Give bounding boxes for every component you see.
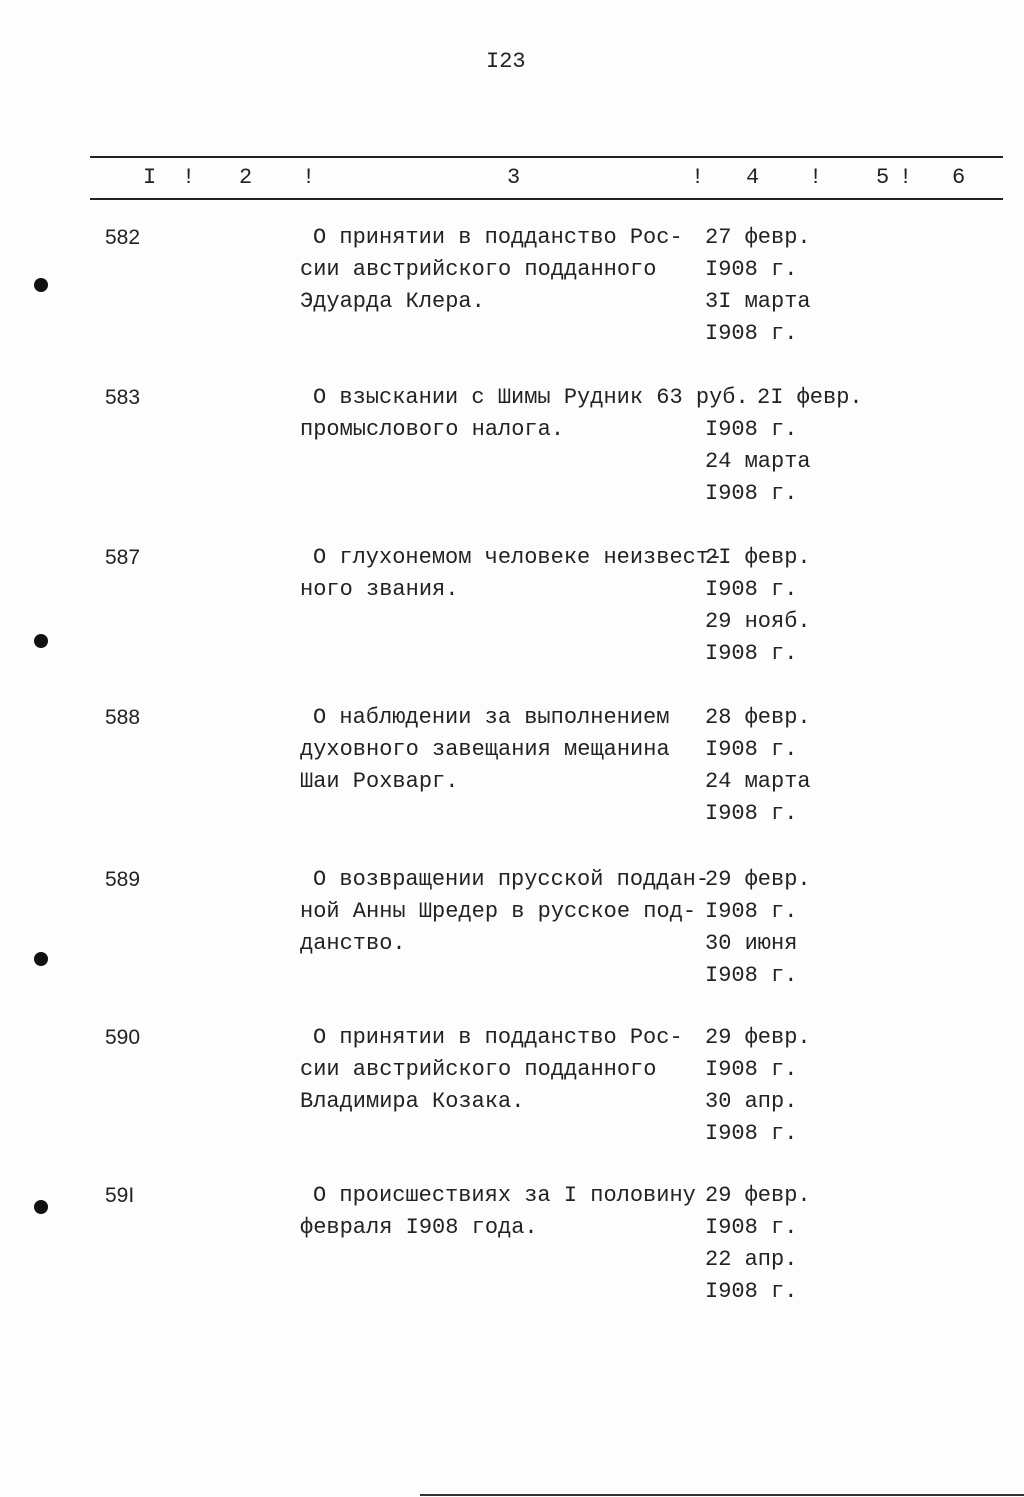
date-line: I908 г. <box>705 1279 798 1304</box>
header-separator: ! <box>691 165 705 190</box>
date-line: I908 г. <box>705 899 798 924</box>
header-col-1: I <box>143 165 157 190</box>
entry-description <box>300 1022 683 1118</box>
entry-description <box>300 1180 696 1244</box>
date-line: 22 апр. <box>705 1247 798 1272</box>
date-line: 3I марта <box>705 289 811 314</box>
entry-dates <box>705 864 811 992</box>
description-line: Владимира Козака. <box>300 1089 525 1114</box>
description-line: сии австрийского подданного <box>300 1057 657 1082</box>
description-line: сии австрийского подданного <box>300 257 657 282</box>
table-row <box>0 702 1024 842</box>
header-separator: ! <box>182 165 196 190</box>
description-line: О наблюдении за выполнением <box>313 705 670 730</box>
date-line: I908 г. <box>705 417 798 442</box>
date-line: 29 февр. <box>705 867 811 892</box>
description-line: ной Анны Шредер в русское под- <box>300 899 697 924</box>
entry-dates <box>705 382 863 510</box>
page-number: I23 <box>486 49 526 74</box>
entry-number: 588 <box>105 706 141 729</box>
header-col-5: 5 <box>876 165 890 190</box>
date-line: 30 апр. <box>705 1089 798 1114</box>
table-row <box>0 382 1024 522</box>
date-line: I908 г. <box>705 257 798 282</box>
description-line: О принятии в подданство Рос- <box>313 225 683 250</box>
description-line: О глухонемом человеке неизвест- <box>313 545 723 570</box>
entry-dates <box>705 1022 811 1150</box>
entry-dates <box>705 1180 811 1308</box>
header-col-2: 2 <box>239 165 253 190</box>
date-line: I908 г. <box>705 577 798 602</box>
date-line: I908 г. <box>705 963 798 988</box>
table-top-rule <box>90 156 1003 158</box>
header-separator: ! <box>302 165 316 190</box>
entry-number: 582 <box>105 226 141 249</box>
entry-number: 59I <box>105 1184 135 1207</box>
description-line: Эдуарда Клера. <box>300 289 485 314</box>
date-line: 29 февр. <box>705 1025 811 1050</box>
header-col-3: 3 <box>507 165 521 190</box>
table-row <box>0 864 1024 1004</box>
description-line: данство. <box>300 931 406 956</box>
date-line: I908 г. <box>705 321 798 346</box>
date-line: 24 марта <box>705 769 811 794</box>
entry-description <box>300 542 722 606</box>
table-row <box>0 1022 1024 1162</box>
date-line: 2I февр. <box>705 545 811 570</box>
date-line: 29 нояб. <box>705 609 811 634</box>
date-line: I908 г. <box>705 801 798 826</box>
date-line: 30 июня <box>705 931 798 956</box>
date-line: I908 г. <box>705 1121 798 1146</box>
entry-dates <box>705 542 811 670</box>
date-line: 27 февр. <box>705 225 811 250</box>
table-header-rule <box>90 198 1003 200</box>
header-separator: ! <box>809 165 823 190</box>
entry-description <box>300 382 749 446</box>
description-line: Шаи Рохварг. <box>300 769 459 794</box>
entry-number: 590 <box>105 1026 141 1049</box>
header-col-4: 4 <box>746 165 760 190</box>
date-line: I908 г. <box>705 1057 798 1082</box>
description-line: духовного завещания мещанина <box>300 737 670 762</box>
description-line: ного звания. <box>300 577 459 602</box>
date-line: 28 февр. <box>705 705 811 730</box>
date-line: 29 февр. <box>705 1183 811 1208</box>
binding-hole <box>34 1200 48 1214</box>
entry-number: 589 <box>105 868 141 891</box>
description-line: О возвращении прусской поддан- <box>313 867 710 892</box>
date-line: 2I февр. <box>757 385 863 410</box>
binding-hole <box>34 634 48 648</box>
header-col-6: 6 <box>952 165 966 190</box>
entry-number: 587 <box>105 546 141 569</box>
date-line: I908 г. <box>705 641 798 666</box>
bottom-rule <box>420 1494 1024 1496</box>
entry-description <box>300 864 709 960</box>
header-separator: ! <box>899 165 913 190</box>
table-row <box>0 1180 1024 1320</box>
description-line: О принятии в подданство Рос- <box>313 1025 683 1050</box>
description-line: О происшествиях за I половину <box>313 1183 696 1208</box>
date-line: I908 г. <box>705 1215 798 1240</box>
binding-hole <box>34 278 48 292</box>
binding-hole <box>34 952 48 966</box>
entry-dates <box>705 702 811 830</box>
date-line: 24 марта <box>705 449 811 474</box>
entry-dates <box>705 222 811 350</box>
table-row <box>0 542 1024 682</box>
description-line: февраля I908 года. <box>300 1215 538 1240</box>
entry-description <box>300 222 683 318</box>
table-row <box>0 222 1024 362</box>
entry-description <box>300 702 670 798</box>
description-line: О взыскании с Шимы Рудник 63 руб. <box>313 385 749 410</box>
date-line: I908 г. <box>705 737 798 762</box>
date-line: I908 г. <box>705 481 798 506</box>
entry-number: 583 <box>105 386 141 409</box>
description-line: промыслового налога. <box>300 417 565 442</box>
